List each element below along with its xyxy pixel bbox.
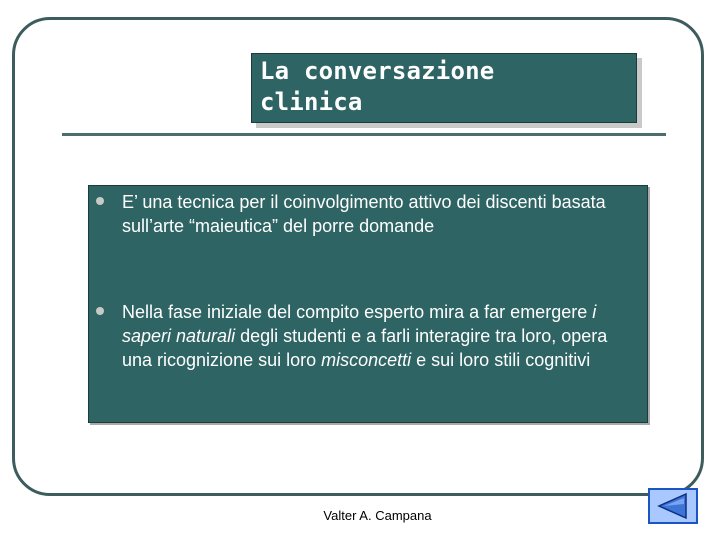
bullet-2-segment: e sui loro stili cognitivi — [411, 350, 591, 370]
bullet-text-2 — [122, 300, 642, 372]
bullet-1-segment: E’ una tecnica per il coinvolgimento attivo dei discenti basata sull’arte “maieutica” del porre domande — [122, 192, 606, 236]
bullet-2-segment: degli studenti e a farli interagire tra loro, opera una ricognizione sui loro — [122, 326, 608, 370]
slide-title-line-1: La conversazione — [260, 57, 495, 85]
back-button[interactable] — [648, 488, 698, 524]
bullet-2-italic-segment: misconcetti — [321, 350, 412, 370]
title-divider — [62, 133, 666, 136]
bullet-2-italic-segment: i saperi naturali — [122, 302, 597, 346]
footer-author: Valter A. Campana — [323, 508, 432, 523]
bullet-dot-1 — [96, 197, 104, 205]
bullet-dot-2 — [96, 307, 104, 315]
slide-title-line-2: clinica — [260, 88, 363, 116]
bullet-2-segment: Nella fase iniziale del compito esperto mira a far emergere — [122, 302, 593, 322]
bullet-text-1 — [122, 190, 642, 238]
slide-title — [251, 53, 637, 123]
triangle-left-icon — [650, 490, 696, 522]
